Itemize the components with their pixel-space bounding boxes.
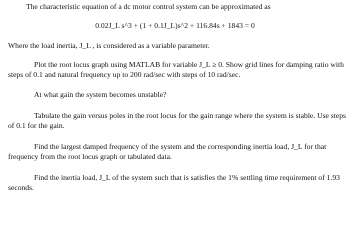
characteristic-equation: 0.02J_L s^3 + (1 + 0.1J_L)s^2 + 116.84s + 1843 = 0 — [95, 21, 255, 30]
unstable-question: At what gain the system becomes unstable? — [34, 90, 167, 99]
load-inertia-paragraph: Where the load inertia, J_L , is considered as a variable parameter. — [8, 41, 210, 50]
root-locus-paragraph: Plot the root locus graph using MATLAB for variable J_L ≥ 0. Show grid lines for damping ratio with steps of 0.1 and natural frequency up to 200 rad/sec with steps of 10 rad/sec. — [8, 60, 344, 79]
damped-frequency-paragraph: Find the largest damped frequency of the system and the corresponding inertia load, J_L for that frequency from the root locus graph or tabulated data. — [8, 142, 327, 161]
intro-paragraph: The characteristic equation of a dc motor control system can be approximated as — [26, 2, 271, 11]
settling-time-paragraph: Find the inertia load, J_L of the system such that is satisfies the 1% settling time requirement of 1.93 seconds. — [8, 173, 340, 192]
tabulate-paragraph: Tabulate the gain versus poles in the root locus for the gain range where the system is stable. Use steps of 0.1 for the gain. — [8, 111, 346, 130]
